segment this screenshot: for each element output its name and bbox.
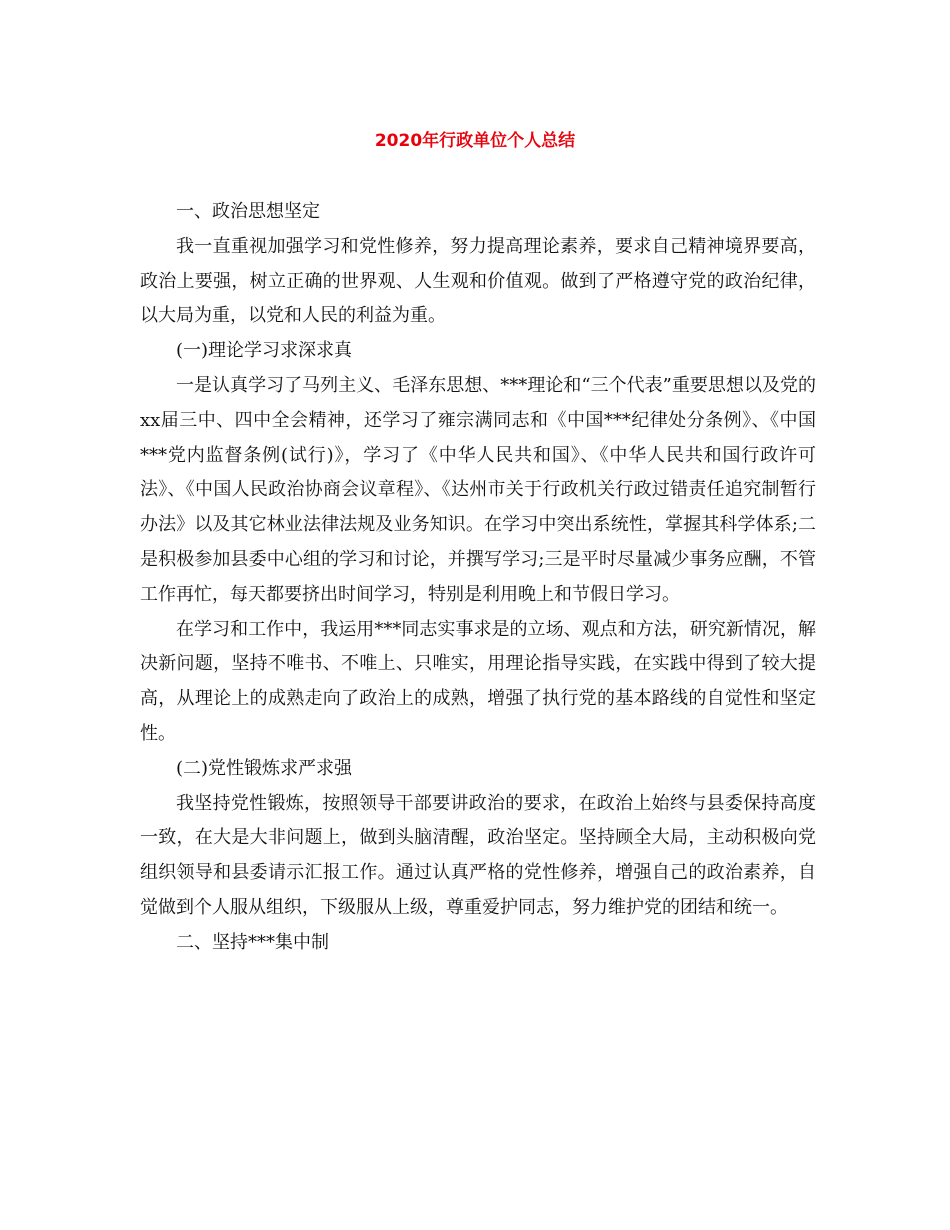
document-body (140, 195, 816, 961)
section-heading-1: 一、政治思想坚定 (176, 201, 320, 222)
subsection-heading-2: (二)党性锻炼求严求强 (176, 757, 353, 779)
paragraph-party-discipline: 我坚持党性锻炼，按照领导干部要讲政治的要求，在政治上始终与县委保持高度一致，在大是大非问题上，做到头脑清醒，政治坚定。坚持顾全大局，主动积极向党组织领导和县委请示汇报工作。通过认真严格的党性修养，增强自己的政治素养，自觉做到个人服从组织，下级服从上级，尊重爱护同志，努力维护党的团结和统一。 (140, 792, 816, 918)
subsection-heading-1: (一)理论学习求深求真 (176, 340, 353, 362)
document-title: 2020年行政单位个人总结 (374, 131, 576, 151)
paragraph-study-work: 在学习和工作中，我运用***同志实事求是的立场、观点和方法，研究新情况，解决新问题，坚持不唯书、不唯上、只唯实，用理论指导实践，在实践中得到了较大提高，从理论上的成熟走向了政治上的成熟，增强了执行党的基本路线的自觉性和坚定性。 (140, 618, 816, 744)
paragraph-theory-study: 一是认真学习了马列主义、毛泽东思想、***理论和“三个代表”重要思想以及党的xx届三中、四中全会精神，还学习了雍宗满同志和《中国***纪律处分条例》、《中国***党内监督条例(试行)》，学习了《中华人民共和国》、《中华人民共和国行政许可法》、《中国人民政治协商会议章程》、《达州市关于行政机关行政过错责任追究制暂行办法》以及其它林业法律法规及业务知识。在学习中突出系统性，掌握其科学体系;二是积极参加县委中心组的学习和讨论，并撰写学习;三是平时尽量减少事务应酬，不管工作再忙，每天都要挤出时间学习，特别是利用晚上和节假日学习。 (140, 374, 816, 605)
paragraph-political-intro: 我一直重视加强学习和党性修养，努力提高理论素养，要求自己精神境界要高，政治上要强，树立正确的世界观、人生观和价值观。做到了严格遵守党的政治纪律，以大局为重，以党和人民的利益为重。 (140, 235, 816, 327)
section-heading-2: 二、坚持***集中制 (176, 931, 329, 953)
